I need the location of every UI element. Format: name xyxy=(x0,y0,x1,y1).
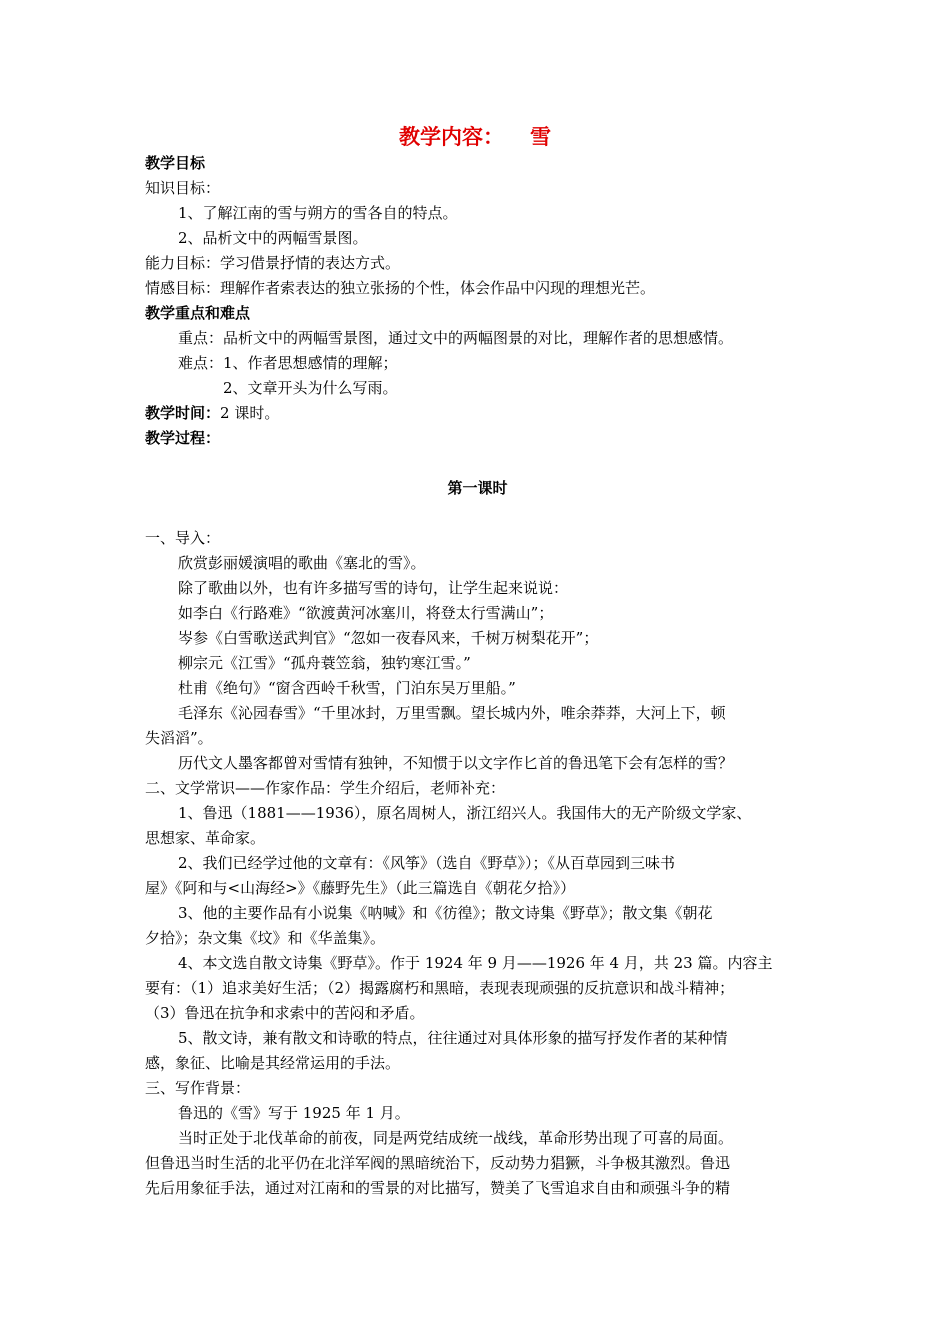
text-line: （3）鲁迅在抗争和求索中的苦闷和矛盾。 xyxy=(145,1004,425,1022)
text-line: 教学目标 xyxy=(145,154,206,172)
text-line: 5、散文诗，兼有散文和诗歌的特点，往往通过对具体形象的描写抒发作者的某种情 xyxy=(178,1029,728,1047)
text-line: 要有：（1）追求美好生活；（2）揭露腐朽和黑暗，表现表现顽强的反抗意识和战斗精神； xyxy=(145,979,735,997)
text-line: 教学过程： xyxy=(145,429,221,447)
text-line: 思想家、革命家。 xyxy=(145,829,266,847)
text-line: 感，象征、比喻是其经常运用的手法。 xyxy=(145,1054,401,1072)
text-line: 情感目标：理解作者索表达的独立张扬的个性，体会作品中闪现的理想光芒。 xyxy=(145,279,656,297)
text-line: 三、写作背景： xyxy=(145,1079,251,1097)
text-line: 教学重点和难点 xyxy=(145,304,251,322)
text-line: 鲁迅的《雪》写于 1925 年 1 月。 xyxy=(178,1104,410,1122)
text-line: 历代文人墨客都曾对雪情有独钟，不知惯于以文字作匕首的鲁迅笔下会有怎样的雪？ xyxy=(178,754,734,772)
title-label: 教学内容： xyxy=(399,125,504,149)
text-line: 1、了解江南的雪与朔方的雪各自的特点。 xyxy=(178,204,458,222)
text-line: 夕拾》；杂文集《坟》和《华盖集》。 xyxy=(145,929,386,947)
text-line: 1、鲁迅（1881——1936），原名周树人，浙江绍兴人。我国伟大的无产阶级文学家、 xyxy=(178,804,752,822)
text-line: 2、文章开头为什么写雨。 xyxy=(223,379,398,397)
text-line: 失滔滔”。 xyxy=(145,729,213,747)
text-line: 柳宗元《江雪》“孤舟蓑笠翁，独钓寒江雪。” xyxy=(178,654,471,672)
text-line: 欣赏彭丽媛演唱的歌曲《塞北的雪》。 xyxy=(178,554,426,572)
text-line: 屋》《阿和与<山海经>》《藤野先生》（此三篇选自《朝花夕拾》） xyxy=(145,879,576,897)
text-line xyxy=(145,401,810,426)
line-value: 2 课时。 xyxy=(220,404,280,422)
text-line: 毛泽东《沁园春雪》“千里冰封，万里雪飘。望长城内外，唯余莽莽，大河上下，顿 xyxy=(178,704,726,722)
text-line: 岑参《白雪歌送武判官》“忽如一夜春风来，千树万树梨花开”； xyxy=(178,629,599,647)
text-line: 重点：品析文中的两幅雪景图，通过文中的两幅图景的对比，理解作者的思想感情。 xyxy=(178,329,734,347)
text-line: 第一课时 xyxy=(447,479,508,497)
blank-line xyxy=(145,501,810,526)
text-line: 先后用象征手法，通过对江南和的雪景的对比描写，赞美了飞雪追求自由和顽强斗争的精 xyxy=(145,1179,731,1197)
document-body xyxy=(145,151,810,1201)
text-line: 除了歌曲以外，也有许多描写雪的诗句，让学生起来说说： xyxy=(178,579,569,597)
text-line: 当时正处于北伐革命的前夜，同是两党结成统一战线，革命形势出现了可喜的局面。 xyxy=(178,1129,734,1147)
blank-line xyxy=(145,451,810,476)
line-label: 教学时间： xyxy=(145,404,221,422)
text-line: 二、文学常识——作家作品：学生介绍后，老师补充： xyxy=(145,779,506,797)
title-word: 雪 xyxy=(530,125,551,149)
text-line: 一、导入： xyxy=(145,529,221,547)
text-line: 杜甫《绝句》“窗含西岭千秋雪，门泊东吴万里船。” xyxy=(178,679,516,697)
page-title xyxy=(0,121,950,151)
text-line: 如李白《行路难》“欲渡黄河冰塞川，将登太行雪满山”； xyxy=(178,604,554,622)
text-line: 难点：1、作者思想感情的理解； xyxy=(178,354,398,372)
text-line: 能力目标：学习借景抒情的表达方式。 xyxy=(145,254,401,272)
text-line: 知识目标： xyxy=(145,179,221,197)
text-line: 但鲁迅当时生活的北平仍在北洋军阀的黑暗统治下，反动势力猖獗，斗争极其激烈。鲁迅 xyxy=(145,1154,731,1172)
text-line: 2、我们已经学过他的文章有：《风筝》（选自《野草》）；《从百草园到三味书 xyxy=(178,854,676,872)
text-line: 2、品析文中的两幅雪景图。 xyxy=(178,229,368,247)
text-line: 4、本文选自散文诗集《野草》。作于 1924 年 9 月——1926 年 4 月，共 23 篇。内容主 xyxy=(178,954,773,972)
text-line: 3、他的主要作品有小说集《呐喊》和《彷徨》；散文诗集《野草》；散文集《朝花 xyxy=(178,904,713,922)
